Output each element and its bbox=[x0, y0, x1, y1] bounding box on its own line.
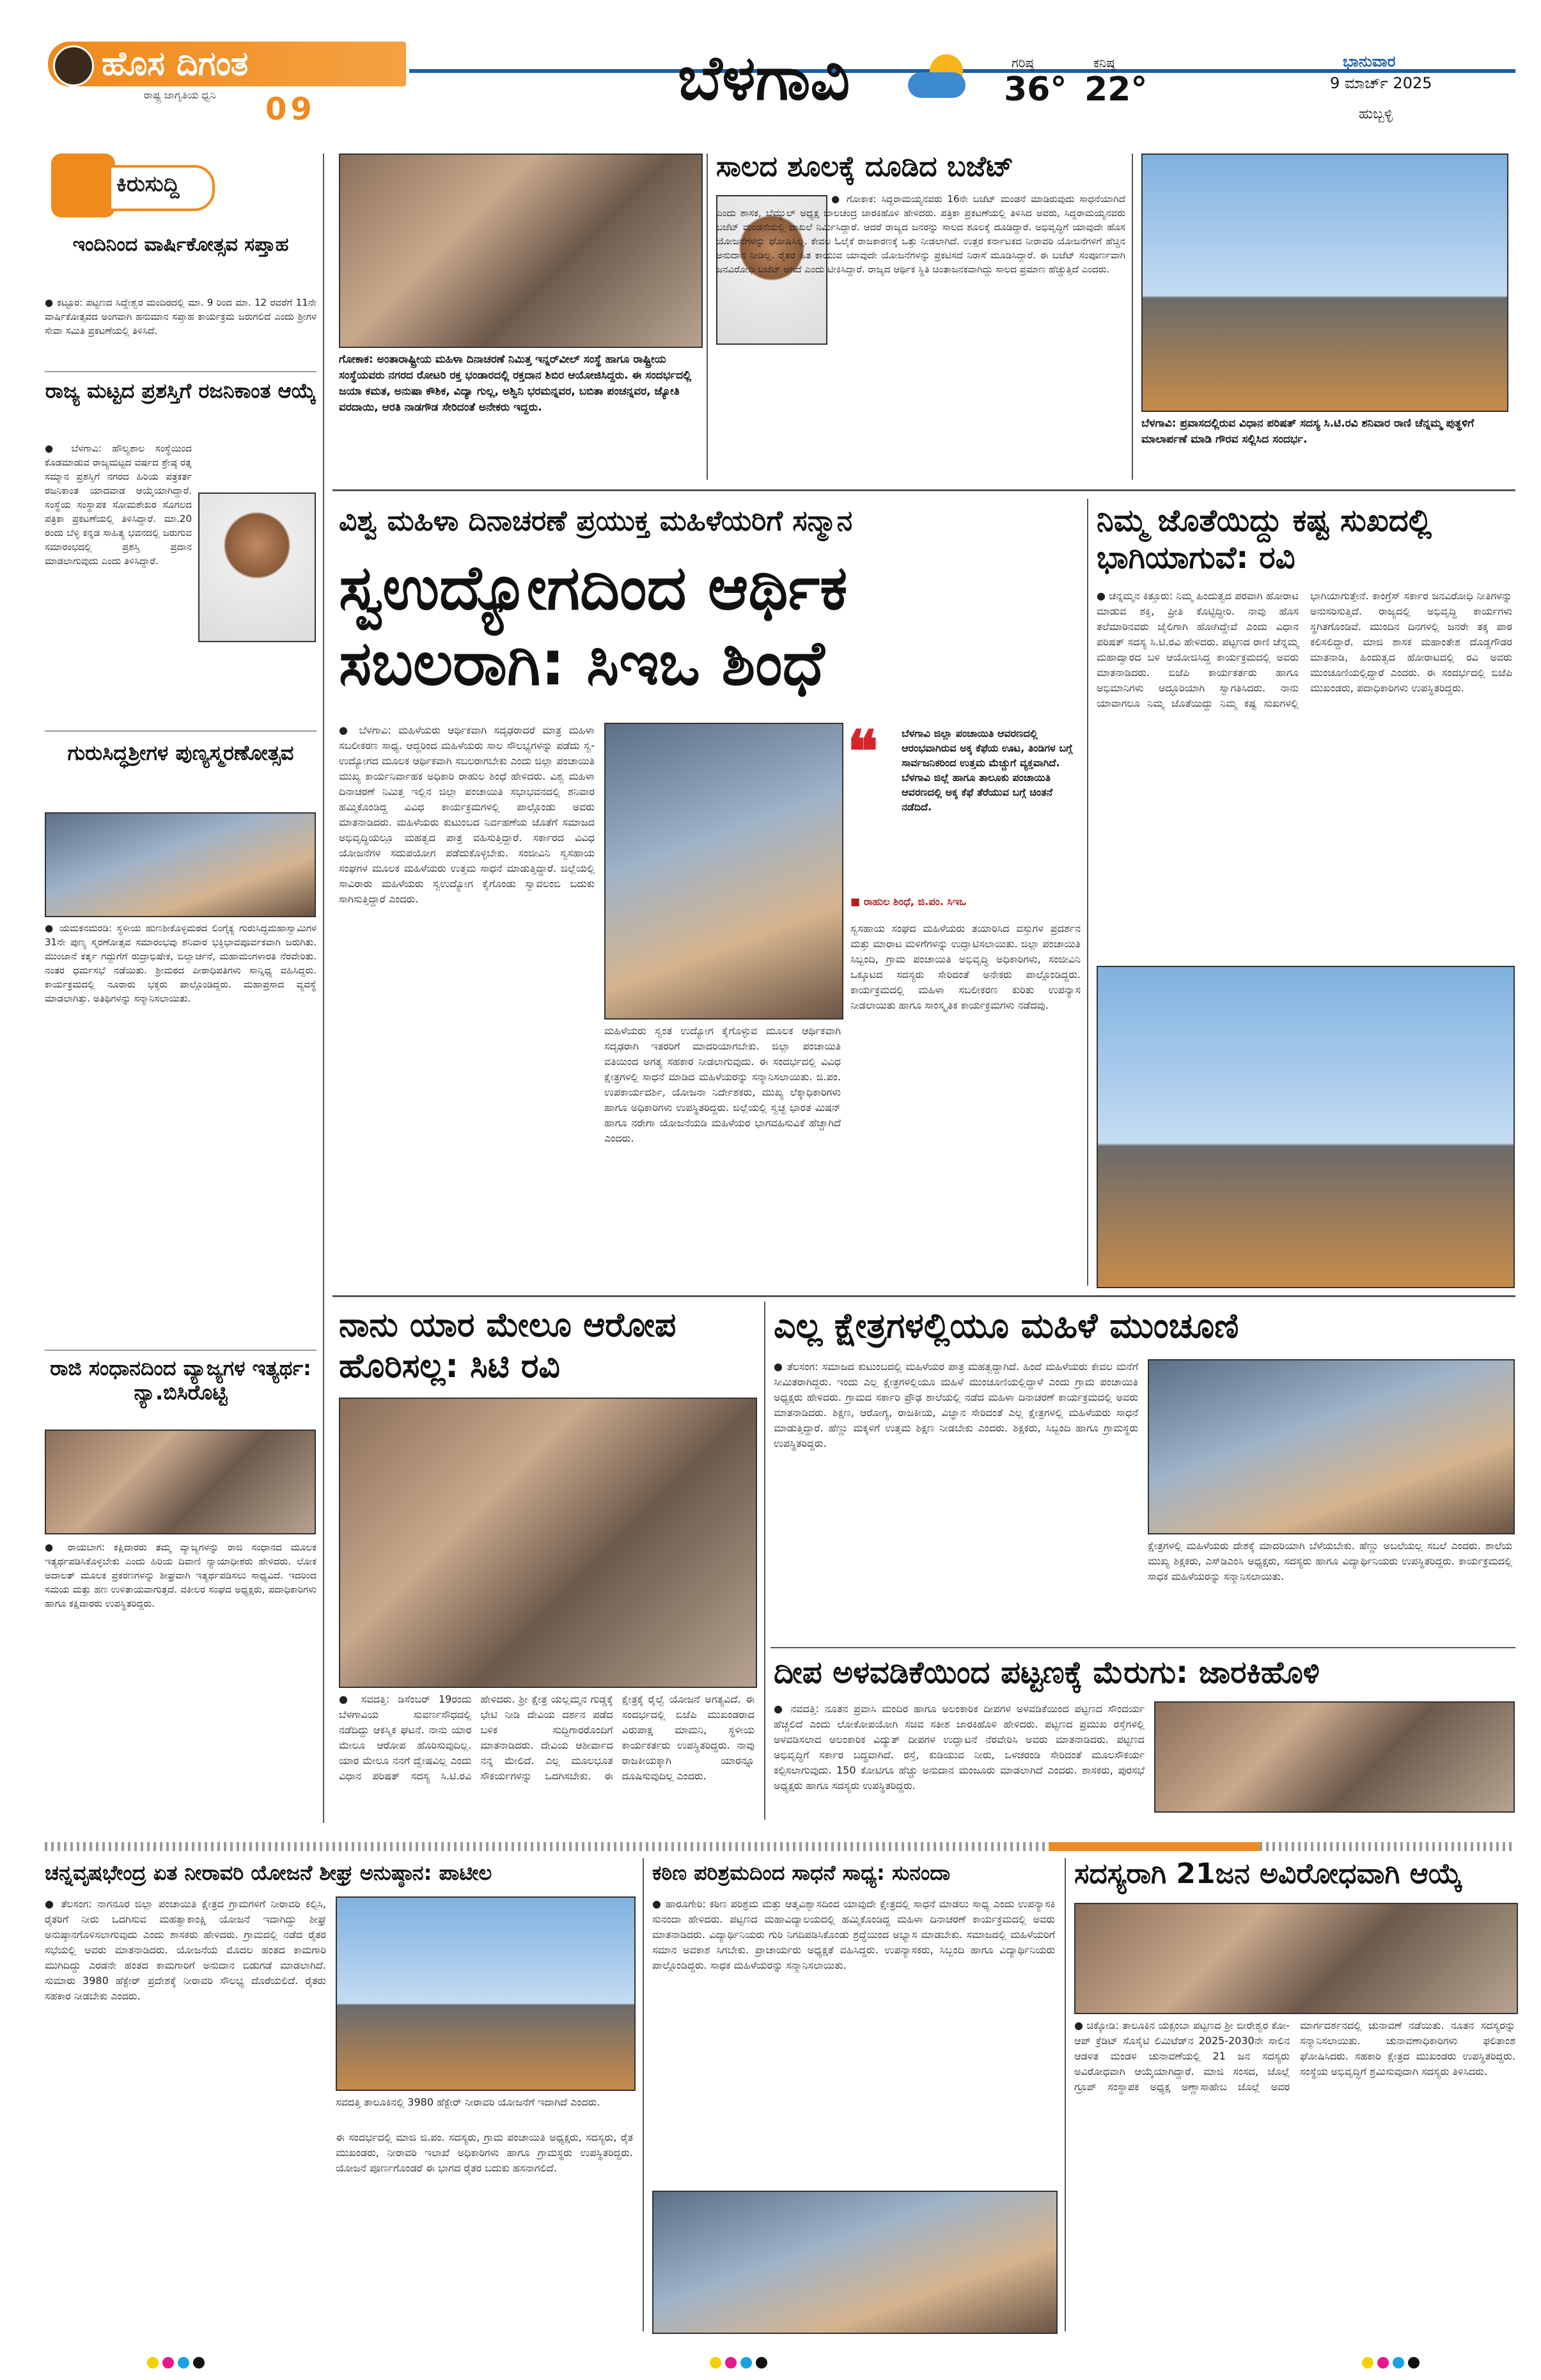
logo-tagline: ರಾಷ್ಟ್ರ ಜಾಗೃತಿಯ ಧ್ವನಿ bbox=[144, 89, 216, 101]
irrigation-body: ● ತೆಲಸಂಗ: ನಾಗನೂರ ಜಿಲ್ಲಾ ಪಂಚಾಯಿತಿ ಕ್ಷೇತ್ರದ ಗ್ರಾಮಗಳಿಗೆ ನೀರಾವರಿ ಕಲ್ಪಿಸಿ, ರೈತರಿಗೆ ನೀರು ಒದಗಿಸುವ ಮಹತ್ವಾಕಾಂಕ್ಷಿ ಯೋಜನೆ ಇದಾಗಿದ್ದು ಶೀಘ್ರ ಅನುಷ್ಠಾನಗೊಳಿಸಲಾಗುವುದು ಎಂದು ಶಾಸಕರು ಹೇಳಿದರು. ಗ್ರಾಮದಲ್ಲಿ ನಡೆದ ರೈತರ ಸಭೆಯಲ್ಲಿ ಅವರು ಮಾತನಾಡಿದರು. ಯೋಜನೆಯ ಮೊದಲ ಹಂತದ ಕಾಮಗಾರಿ ಮುಗಿದಿದ್ದು ಎರಡನೇ ಹಂತದ ಕಾಮಗಾರಿಗೆ ಅನುದಾನ ಬಿಡುಗಡೆ ಮಾಡಲಾಗಿದೆ. ಸುಮಾರು 3980 ಹೆಕ್ಟೇರ್ ಪ್ರದೇಶಕ್ಕೆ ನೀರಾವರಿ ಸೌಲಭ್ಯ ದೊರೆಯಲಿದೆ. ರೈತರು ಸಹಕಾರ ನೀಡಬೇಕು ಎಂದರು. bbox=[45, 1898, 326, 2002]
quote-mark-icon: ❝ bbox=[847, 718, 879, 785]
min-temp-label: ಕನಿಷ್ಠ bbox=[1093, 55, 1115, 70]
noblame-body: ● ಸವದತ್ತಿ: ಡಿಸೆಂಬರ್ 19ರಂದು ಬೆಳಗಾವಿಯ ಸುವರ್ಣಸೌಧದಲ್ಲಿ ನಡೆದಿದ್ದು ಆಕಸ್ಮಿಕ ಘಟನೆ. ನಾನು ಯಾರ ಮೇಲೂ ಆರೋಪ ಹೊರಿಸುವುದಿಲ್ಲ. ಯಾರ ಮೇಲೂ ನನಗೆ ದ್ವೇಷವಿಲ್ಲ ಎಂದು ವಿಧಾನ ಪರಿಷತ್ ಸದಸ್ಯ ಸಿ.ಟಿ.ರವಿ ಹೇಳಿದರು. ಶ್ರೀ ಕ್ಷೇತ್ರ ಯಲ್ಲಮ್ಮನ ಗುಡ್ಡಕ್ಕೆ ಭೇಟಿ ನೀಡಿ ದೇವಿಯ ದರ್ಶನ ಪಡೆದ ಬಳಿಕ ಸುದ್ದಿಗಾರರೊಂದಿಗೆ ಮಾತನಾಡಿದರು. ದೇವಿಯ ಆಶೀರ್ವಾದ ನನ್ನ ಮೇಲಿದೆ. ಎಲ್ಲ ಮೂಲಭೂತ ಸೌಕರ್ಯಗಳನ್ನು ಒದಗಿಸಬೇಕು. ಈ ಕ್ಷೇತ್ರಕ್ಕೆ ರೈಲ್ವೆ ಯೋಜನೆ ಅಗತ್ಯವಿದೆ. ಈ ಸಂದರ್ಭದಲ್ಲಿ ಬಿಜೆಪಿ ಮುಖಂಡರಾದ ವಿರುಪಾಕ್ಷ ಮಾಮನಿ, ಸ್ಥಳೀಯ ಕಾರ್ಯಕರ್ತರು ಉಪಸ್ಥಿತರಿದ್ದರು. ನಾವು ರಾಜಕೀಯಕ್ಕಾಗಿ ಯಾರನ್ನೂ ದೂಷಿಸುವುದಿಲ್ಲ ಎಂದರು. bbox=[339, 1693, 755, 1782]
masthead bbox=[0, 0, 1541, 134]
brief-2-headline: ರಾಜ್ಯ ಮಟ್ಟದ ಪ್ರಶಸ್ತಿಗೆ ರಜನಿಕಾಂತ ಆಯ್ಕೆ bbox=[45, 379, 317, 403]
budget-body: ● ಗೋಕಾಕ: ಸಿದ್ದರಾಮಯ್ಯನವರು 16ನೇ ಬಜೆಟ್ ಮಂಡನೆ ಮಾಡಿರುವುದು ಸಾಧನೆಯಾಗಿದೆ ಎಂದು ಶಾಸಕ, ಬೆಮ್ಯುಲ್ ಅಧ್ಯಕ್ಷ ಬಾಲಚಂದ್ರ ಜಾರಕಿಹೊಳಿ ಹೇಳಿದರು. ಪತ್ರಿಕಾ ಪ್ರಕಟಣೆಯಲ್ಲಿ ತಿಳಿಸಿದ ಅವರು, ಸಿದ್ದರಾಮಯ್ಯನವರು ಬಜೆಟ್ ಮಂಡನೆಯಲ್ಲಿ ದಾಖಲೆ ನಿರ್ಮಿಸಿದ್ದಾರೆ. ಆದರೆ ರಾಜ್ಯದ ಜನರನ್ನು ಸಾಲದ ಶೂಲಕ್ಕೆ ದೂಡಿದ್ದಾರೆ. ಅಭಿವೃದ್ಧಿಗೆ ಯಾವುದೇ ಹೊಸ ಯೋಜನೆಗಳನ್ನು ಘೋಷಿಸಿಲ್ಲ. ಕೇವಲ ಓಲೈಕೆ ರಾಜಕಾರಣಕ್ಕೆ ಒತ್ತು ನೀಡಲಾಗಿದೆ. ಉತ್ತರ ಕರ್ನಾಟಕದ ನೀರಾವರಿ ಯೋಜನೆಗಳಿಗೆ ಹೆಚ್ಚಿನ ಅನುದಾನ ನೀಡಿಲ್ಲ. ರೈತರ ಹಿತ ಕಾಯುವ ಯಾವುದೇ ಯೋಜನೆಗಳನ್ನು ಪ್ರಕಟಿಸದೆ ನಿರಾಸೆ ಮೂಡಿಸಿದ್ದಾರೆ. ಈ ಬಜೆಟ್ ಸಂಪೂರ್ಣವಾಗಿ ಜನವಿರೋಧಿ ಬಜೆಟ್ ಆಗಿದೆ ಎಂದು ಟೀಕಿಸಿದ್ದಾರೆ. ರಾಜ್ಯದ ಆರ್ಥಿಕ ಸ್ಥಿತಿ ಚಿಂತಾಜನಕವಾಗಿದ್ದು ಸಾಲದ ಪ್ರಮಾಣ ಹೆಚ್ಚುತ್ತಿದೆ ಎಂದರು. bbox=[716, 193, 1125, 275]
irrigation-photo-caption: ಸವದತ್ತಿ ತಾಲೂಕಿನಲ್ಲಿ 3980 ಹೆಕ್ಟೇರ್ ನೀರಾವರಿ ಯೋಜನೆಗೆ ಇದಾಗಿದೆ ಎಂದರು. bbox=[336, 2096, 600, 2108]
briefs-column bbox=[45, 154, 317, 1823]
registration-marks-right bbox=[1362, 2357, 1423, 2371]
brief-1-body: ● ಕಟ್ಟೂರ: ಪಟ್ಟಣದ ಸಿದ್ದೇಶ್ವರ ಮಂದಿರದಲ್ಲಿ ಮಾ. 9 ರಿಂದ ಮಾ. 12 ರವರೆಗೆ 11ನೇ ವಾರ್ಷಿಕೋತ್ಸವದ ಅಂಗವಾಗಿ ಹನುಮಾನ ಸಪ್ತಾಹ ಕಾರ್ಯಕ್ರಮ ಜರುಗಲಿದೆ ಎಂದು ಶ್ರೀಗಳ ಸೇವಾ ಸಮಿತಿ ಪ್ರಕಟಣೆಯಲ್ಲಿ ತಿಳಿಸಿದೆ. bbox=[45, 297, 317, 336]
section-divider bbox=[45, 1842, 1515, 1851]
brief-2-body: ● ಬೆಳಗಾವಿ: ಹೌಲ್ಯಶಾಲ ಸಂಸ್ಥೆಯಿಂದ ಕೊಡಮಾಡುವ ರಾಜ್ಯಮಟ್ಟದ ವರ್ಷದ ಶ್ರೇಷ್ಠ ರತ್ನ ಸಮ್ಮಾನ ಪ್ರಶಸ್ತಿಗೆ ನಗರದ ಹಿರಿಯ ಪತ್ರಕರ್ತ ರಜನಿಕಾಂತ ಯಾದವಾಡ ಆಯ್ಕೆಯಾಗಿದ್ದಾರೆ. ಸಂಸ್ಥೆಯ ಸಂಸ್ಥಾಪಕ ಸೋಮಶೇಖರ ಸೊಗಲದ ಪತ್ರಿಕಾ ಪ್ರಕಟಣೆಯಲ್ಲಿ ತಿಳಿಸಿದ್ದಾರೆ. ಮಾ.20 ರಂದು ಬೆಳ್ಳಿ ಕನ್ನಡ ಸಾಹಿತ್ಯ ಭವನದಲ್ಲಿ ಜರುಗುವ ಸಮಾರಂಭದಲ್ಲಿ ಪ್ರಶಸ್ತಿ ಪ್ರದಾನ ಮಾಡಲಾಗುವುದು ಎಂದು ತಿಳಿಸಿದ್ದಾರೆ. bbox=[45, 443, 192, 567]
lead-body-3: ಸ್ವಸಹಾಯ ಸಂಘದ ಮಹಿಳೆಯರು ತಯಾರಿಸಿದ ವಸ್ತುಗಳ ಪ್ರದರ್ಶನ ಮತ್ತು ಮಾರಾಟ ಮಳಿಗೆಗಳನ್ನು ಉದ್ಘಾಟಿಸಲಾಯಿತು. ಜಿಲ್ಲಾ ಪಂಚಾಯಿತಿ ಸಿಬ್ಬಂದಿ, ಗ್ರಾಮ ಪಂಚಾಯಿತಿ ಅಭಿವೃದ್ಧಿ ಅಧಿಕಾರಿಗಳು, ಸಂಜೀವಿನಿ ಒಕ್ಕೂಟದ ಸದಸ್ಯರು ಸೇರಿದಂತೆ ಅನೇಕರು ಪಾಲ್ಗೊಂಡಿದ್ದರು. ಕಾರ್ಯಕ್ರಮದಲ್ಲಿ ಮಹಿಳಾ ಸಬಲೀಕರಣ ಕುರಿತು ಉಪನ್ಯಾಸ ನೀಡಲಾಯಿತು ಹಾಗೂ ಸಾಂಸ್ಕೃತಿಕ ಕಾರ್ಯಕ್ರಮಗಳು ನಡೆದವು. bbox=[850, 922, 1081, 1011]
brief-4-photo bbox=[45, 1430, 316, 1534]
weather-cloud-icon bbox=[908, 54, 969, 99]
women-photo-caption: ಕ್ಷೇತ್ರಗಳಲ್ಲಿ ಮಹಿಳೆಯರು ದೇಶಕ್ಕೆ ಮಾದರಿಯಾಗಿ ಬೆಳೆಯಬೇಕು. ಹೆಣ್ಣು ಅಬಲೆಯಲ್ಲ ಸಬಲೆ ಎಂದರು. ಶಾಲೆಯ ಮುಖ್ಯ ಶಿಕ್ಷಕರು, ಎಸ್‌ಡಿಎಂಸಿ ಅಧ್ಯಕ್ಷರು, ಸದಸ್ಯರು ಹಾಗೂ ವಿದ್ಯಾರ್ಥಿನಿಯರು ಉಪಸ್ಥಿತರಿದ್ದರು. ಕಾರ್ಯಕ್ರಮದಲ್ಲಿ ಸಾಧಕ ಮಹಿಳೆಯರನ್ನು ಸನ್ಮಾನಿಸಲಾಯಿತು. bbox=[1148, 1540, 1512, 1582]
unopposed-photo bbox=[1074, 1903, 1518, 2014]
irrigation-body-2: ಈ ಸಂದರ್ಭದಲ್ಲಿ ಮಾಜಿ ಜಿ.ಪಂ. ಸದಸ್ಯರು, ಗ್ರಾಮ ಪಂಚಾಯಿತಿ ಅಧ್ಯಕ್ಷರು, ಸದಸ್ಯರು, ರೈತ ಮುಖಂಡರು, ನೀರಾವರಿ ಇಲಾಖೆ ಅಧಿಕಾರಿಗಳು ಹಾಗೂ ಗ್ರಾಮಸ್ಥರು ಉಪಸ್ಥಿತರಿದ್ದರು. ಯೋಜನೆ ಪೂರ್ಣಗೊಂಡರೆ ಈ ಭಾಗದ ರೈತರ ಬದುಕು ಹಸನಾಗಲಿದೆ. bbox=[336, 2131, 633, 2174]
brief-4-headline: ರಾಜಿ ಸಂಧಾನದಿಂದ ವ್ಯಾಜ್ಯಗಳ ಇತ್ಯರ್ಥ: ನ್ಯಾ.ಬಿಸಿರೊಟ್ಟಿ bbox=[50, 1356, 311, 1405]
hardwork-body: ● ಹಾರೂಗೇರಿ: ಕಠಿಣ ಪರಿಶ್ರಮ ಮತ್ತು ಆತ್ಮವಿಶ್ವಾಸದಿಂದ ಯಾವುದೇ ಕ್ಷೇತ್ರದಲ್ಲಿ ಸಾಧನೆ ಮಾಡಲು ಸಾಧ್ಯ ಎಂದು ಉಪನ್ಯಾಸಕಿ ಸುನಂದಾ ಹೇಳಿದರು. ಪಟ್ಟಣದ ಮಹಾವಿದ್ಯಾಲಯದಲ್ಲಿ ಹಮ್ಮಿಕೊಂಡಿದ್ದ ಮಹಿಳಾ ದಿನಾಚರಣೆ ಕಾರ್ಯಕ್ರಮದಲ್ಲಿ ಅವರು ಮಾತನಾಡಿದರು. ವಿದ್ಯಾರ್ಥಿನಿಯರು ಗುರಿ ನಿಗದಿಪಡಿಸಿಕೊಂಡು ಶ್ರದ್ಧೆಯಿಂದ ಅಭ್ಯಾಸ ಮಾಡಬೇಕು. ಸಮಾಜದಲ್ಲಿ ಮಹಿಳೆಯರಿಗೆ ಸಮಾನ ಅವಕಾಶ ಸಿಗಬೇಕು. ಪ್ರಾಚಾರ್ಯರು ಅಧ್ಯಕ್ಷತೆ ವಹಿಸಿದ್ದರು. ಉಪನ್ಯಾಸಕರು, ಸಿಬ್ಬಂದಿ ಹಾಗೂ ವಿದ್ಯಾರ್ಥಿನಿಯರು ಪಾಲ್ಗೊಂಡಿದ್ದರು. ಸಾಧಕ ಮಹಿಳೆಯರನ್ನು ಸನ್ಮಾನಿಸಲಾಯಿತು. bbox=[652, 1898, 1055, 1971]
max-temp-label: ಗರಿಷ್ಠ bbox=[1012, 55, 1034, 70]
hardwork-headline: ಕಠಿಣ ಪರಿಶ್ರಮದಿಂದ ಸಾಧನೆ ಸಾಧ್ಯ: ಸುನಂದಾ bbox=[652, 1861, 951, 1885]
lead-quote: ಬೆಳಗಾವಿ ಜಿಲ್ಲಾ ಪಂಚಾಯಿತಿ ಆವರಣದಲ್ಲಿ ಆರಂಭವಾಗಿರುವ ಅಕ್ಕ ಕೆಫೆಯ ಊಟ, ತಿಂಡಿಗಳ ಬಗ್ಗೆ ಸಾರ್ವಜನಿಕರಿಂದ ಉತ್ತಮ ಮೆಚ್ಚುಗೆ ವ್ಯಕ್ತವಾಗಿದೆ. ಬೆಳಗಾವಿ ಜಿಲ್ಲೆ ಹಾಗೂ ತಾಲೂಕು ಪಂಚಾಯಿತಿ ಆವರಣದಲ್ಲಿ ಅಕ್ಕ ಕೆಫೆ ತೆರೆಯುವ ಬಗ್ಗೆ ಚಿಂತನೆ ನಡೆದಿದೆ. bbox=[902, 727, 1073, 813]
deepa-photo bbox=[1154, 1701, 1515, 1813]
city-name: ಬೆಳಗಾವಿ bbox=[678, 42, 850, 114]
women-body: ● ತೆಲಸಂಗ: ಸಮಾಜದ ಕುಟುಂಬದಲ್ಲಿ ಮಹಿಳೆಯರ ಪಾತ್ರ ಮಹತ್ವದ್ದಾಗಿದೆ. ಹಿಂದೆ ಮಹಿಳೆಯರು ಕೇವಲ ಮನೆಗೆ ಸೀಮಿತರಾಗಿದ್ದರು. ಇಂದು ಎಲ್ಲ ಕ್ಷೇತ್ರಗಳಲ್ಲಿಯೂ ಮಹಿಳೆ ಮುಂಚೂಣಿಯಲ್ಲಿದ್ದಾಳೆ ಎಂದು ಗ್ರಾಮ ಪಂಚಾಯಿತಿ ಅಧ್ಯಕ್ಷರು ಹೇಳಿದರು. ಗ್ರಾಮದ ಸರ್ಕಾರಿ ಪ್ರೌಢ ಶಾಲೆಯಲ್ಲಿ ನಡೆದ ಮಹಿಳಾ ದಿನಾಚರಣೆ ಕಾರ್ಯಕ್ರಮದಲ್ಲಿ ಅವರು ಮಾತನಾಡಿದರು. ಶಿಕ್ಷಣ, ಆರೋಗ್ಯ, ರಾಜಕೀಯ, ವಿಜ್ಞಾನ ಸೇರಿದಂತೆ ಎಲ್ಲ ಕ್ಷೇತ್ರಗಳಲ್ಲಿ ಮಹಿಳೆಯರು ಸಾಧನೆ ಮಾಡುತ್ತಿದ್ದಾರೆ. ಹೆಣ್ಣು ಮಕ್ಕಳಿಗೆ ಉತ್ತಮ ಶಿಕ್ಷಣ ನೀಡಬೇಕು ಎಂದರು. ಶಿಕ್ಷಕರು, ಸಿಬ್ಬಂದಿ ಹಾಗೂ ಗ್ರಾಮಸ್ಥರು ಉಪಸ್ಥಿತರಿದ್ದರು. bbox=[774, 1360, 1138, 1449]
deepa-body: ● ನವದತ್ತಿ: ನೂತನ ಪ್ರವಾಸಿ ಮಂದಿರ ಹಾಗೂ ಅಲಂಕಾರಿಕ ದೀಪಗಳ ಅಳವಡಿಕೆಯಿಂದ ಪಟ್ಟಣದ ಸೌಂದರ್ಯ ಹೆಚ್ಚಲಿದೆ ಎಂದು ಲೋಕೋಪಯೋಗಿ ಸಚಿವ ಸತೀಶ ಜಾರಕಿಹೊಳಿ ಹೇಳಿದರು. ಪಟ್ಟಣದ ಪ್ರಮುಖ ರಸ್ತೆಗಳಲ್ಲಿ ಅಳವಡಿಸಲಾದ ಅಲಂಕಾರಿಕ ವಿದ್ಯುತ್ ದೀಪಗಳ ಉದ್ಘಾಟನೆ ನೆರವೇರಿಸಿ ಅವರು ಮಾತನಾಡಿದರು. ಪಟ್ಟಣದ ಅಭಿವೃದ್ಧಿಗೆ ಸರ್ಕಾರ ಬದ್ಧವಾಗಿದೆ. ರಸ್ತೆ, ಕುಡಿಯುವ ನೀರು, ಒಳಚರಂಡಿ ಸೇರಿದಂತೆ ಮೂಲಸೌಕರ್ಯ ಕಲ್ಪಿಸಲಾಗುವುದು. 150 ಕೋಟಿಗೂ ಹೆಚ್ಚು ಅನುದಾನ ಮಂಜೂರು ಮಾಡಲಾಗಿದೆ ಎಂದರು. ಶಾಸಕರು, ಪುರಸಭೆ ಅಧ್ಯಕ್ಷರು ಹಾಗೂ ಸದಸ್ಯರು ಉಪಸ್ಥಿತರಿದ್ದರು. bbox=[774, 1703, 1145, 1792]
top-photo-blood-donation bbox=[339, 154, 703, 348]
registration-marks-left bbox=[147, 2357, 208, 2371]
brief-4-body: ● ರಾಯಬಾಗ: ಕಕ್ಷಿದಾರರು ತಮ್ಮ ವ್ಯಾಜ್ಯಗಳನ್ನು ರಾಜಿ ಸಂಧಾನದ ಮೂಲಕ ಇತ್ಯರ್ಥಪಡಿಸಿಕೊಳ್ಳಬೇಕು ಎಂದು ಹಿರಿಯ ದಿವಾಣಿ ನ್ಯಾಯಾಧೀಶರು ಹೇಳಿದರು. ಲೋಕ ಅದಾಲತ್ ಮೂಲಕ ಪ್ರಕರಣಗಳನ್ನು ಶೀಘ್ರವಾಗಿ ಇತ್ಯರ್ಥಪಡಿಸಲು ಸಾಧ್ಯವಿದೆ. ಇದರಿಂದ ಸಮಯ ಮತ್ತು ಹಣ ಉಳಿತಾಯವಾಗುತ್ತದೆ. ವಕೀಲರ ಸಂಘದ ಅಧ್ಯಕ್ಷರು, ಪದಾಧಿಕಾರಿಗಳು ಹಾಗೂ ಕಕ್ಷಿದಾರರು ಉಪಸ್ಥಿತರಿದ್ದರು. bbox=[45, 1541, 317, 1609]
edition-name: ಹುಬ್ಬಳ್ಳಿ bbox=[1359, 106, 1393, 122]
brief-2-photo bbox=[198, 493, 316, 642]
brief-3-headline: ಗುರುಸಿದ್ಧಶ್ರೀಗಳ ಪುಣ್ಯಸ್ಮರಣೋತ್ಸವ bbox=[67, 741, 294, 765]
lead-quote-author: ■ ರಾಹುಲ ಶಿಂಧೆ, ಜಿ.ಪಂ. ಸಿಇಒ bbox=[850, 895, 966, 908]
briefs-section-header bbox=[51, 154, 211, 224]
unopposed-headline: ಸದಸ್ಯರಾಗಿ 21ಜನ ಅವಿರೋಧವಾಗಿ ಆಯ್ಕೆ bbox=[1074, 1857, 1462, 1890]
issue-day: ಭಾನುವಾರ bbox=[1343, 52, 1396, 70]
lead-body-1: ● ಬೆಳಗಾವಿ: ಮಹಿಳೆಯರು ಆರ್ಥಿಕವಾಗಿ ಸದೃಢರಾದರೆ ಮಾತ್ರ ಮಹಿಳಾ ಸಬಲೀಕರಣ ಸಾಧ್ಯ. ಆದ್ದರಿಂದ ಮಹಿಳೆಯರು ಸಾಲ ಸೌಲಭ್ಯಗಳನ್ನು ಪಡೆದು ಸ್ವ-ಉದ್ಯೋಗದ ಮೂಲಕ ಆರ್ಥಿಕವಾಗಿ ಸಬಲರಾಗಬೇಕು ಎಂದು ಜಿಲ್ಲಾ ಪಂಚಾಯಿತಿ ಮುಖ್ಯ ಕಾರ್ಯನಿರ್ವಾಹಕ ಅಧಿಕಾರಿ ರಾಹುಲ ಶಿಂಧೆ ಹೇಳಿದರು. ವಿಶ್ವ ಮಹಿಳಾ ದಿನಾಚರಣೆ ನಿಮಿತ್ತ ಇಲ್ಲಿನ ಜಿಲ್ಲಾ ಪಂಚಾಯಿತಿ ಸಭಾಭವನದಲ್ಲಿ ಶನಿವಾರ ಹಮ್ಮಿಕೊಂಡಿದ್ದ ವಿವಿಧ ಕಾರ್ಯಕ್ರಮಗಳಲ್ಲಿ ಪಾಲ್ಗೊಂಡು ಅವರು ಮಾತನಾಡಿದರು. ಮಹಿಳೆಯರು ಕುಟುಂಬದ ನಿರ್ವಹಣೆಯ ಜೊತೆಗೆ ಸಮಾಜದ ಅಭಿವೃದ್ಧಿಯಲ್ಲೂ ಮಹತ್ವದ ಪಾತ್ರ ವಹಿಸುತ್ತಿದ್ದಾರೆ. ಸರ್ಕಾರದ ವಿವಿಧ ಯೋಜನೆಗಳ ಸದುಪಯೋಗ ಪಡೆದುಕೊಳ್ಳಬೇಕು. ಸಂಜೀವಿನಿ ಸ್ವಸಹಾಯ ಸಂಘಗಳ ಮೂಲಕ ಮಹಿಳೆಯರು ಉತ್ತಮ ಸಾಧನೆ ಮಾಡುತ್ತಿದ್ದಾರೆ. ಜಿಲ್ಲೆಯಲ್ಲಿ ಸಾವಿರಾರು ಮಹಿಳೆಯರು ಸ್ವಉದ್ಯೋಗ ಕೈಗೊಂಡು ಸ್ವಾವಲಂಬಿ ಬದುಕು ಸಾಗಿಸುತ್ತಿದ್ದಾರೆ ಎಂದರು. bbox=[339, 724, 595, 905]
lead-body-2: ಮಹಿಳೆಯರು ಸ್ವಂತ ಉದ್ಯೋಗ ಕೈಗೊಳ್ಳುವ ಮೂಲಕ ಆರ್ಥಿಕವಾಗಿ ಸದೃಢರಾಗಿ ಇತರರಿಗೆ ಮಾದರಿಯಾಗಬೇಕು. ಜಿಲ್ಲಾ ಪಂಚಾಯಿತಿ ವತಿಯಿಂದ ಅಗತ್ಯ ಸಹಕಾರ ನೀಡಲಾಗುವುದು. ಈ ಸಂದರ್ಭದಲ್ಲಿ ವಿವಿಧ ಕ್ಷೇತ್ರಗಳಲ್ಲಿ ಸಾಧನೆ ಮಾಡಿದ ಮಹಿಳೆಯರನ್ನು ಸನ್ಮಾನಿಸಲಾಯಿತು. ಜಿ.ಪಂ. ಉಪಕಾರ್ಯದರ್ಶಿ, ಯೋಜನಾ ನಿರ್ದೇಶಕರು, ಮುಖ್ಯ ಲೆಕ್ಕಾಧಿಕಾರಿಗಳು ಹಾಗೂ ಅಧಿಕಾರಿಗಳು ಉಪಸ್ಥಿತರಿದ್ದರು. ಜಿಲ್ಲೆಯಲ್ಲಿ ಸ್ವಚ್ಛ ಭಾರತ ಮಿಷನ್ ಹಾಗೂ ನರೇಗಾ ಯೋಜನೆಯಡಿ ಮಹಿಳೆಯರ ಭಾಗವಹಿಸುವಿಕೆ ಹೆಚ್ಚಾಗಿದೆ ಎಂದರು. bbox=[604, 1025, 841, 1144]
logo-block[interactable] bbox=[48, 42, 406, 125]
logo-text: ಹೊಸ ದಿಗಂತ bbox=[102, 45, 249, 83]
hand-icon bbox=[51, 154, 115, 217]
women-photo bbox=[1148, 1359, 1515, 1534]
top-photo-caption: ಗೋಕಾಕ: ಅಂತಾರಾಷ್ಟ್ರೀಯ ಮಹಿಳಾ ದಿನಾಚರಣೆ ನಿಮಿತ್ತ ಇನ್ನರ್‌ವೀಲ್ ಸಂಸ್ಥೆ ಹಾಗೂ ರಾಷ್ಟ್ರೀಯ ಸಂಸ್ಥೆಯವರು ನಗರದ ರೋಟರಿ ರಕ್ತ ಭಂಡಾರದಲ್ಲಿ ರಕ್ತದಾನ ಶಿಬಿರ ಆಯೋಜಿಸಿದ್ದರು. ಈ ಸಂದರ್ಭದಲ್ಲಿ ಜಯಾ ಕಮತ, ಅನುಷಾ ಕೌಶಿಕ, ವಿದ್ಯಾ ಗುಲ್ಲ, ಅಶ್ವಿನಿ ಭರಮನ್ನವರ, ಬಬಿತಾ ಪಂಚನ್ನವರ, ಜ್ಯೋತಿ ವರದಾಯಿ, ಆರತಿ ನಾಡಗೌಡ ಸೇರಿದಂತೆ ಅನೇಕರು ಇದ್ದರು. bbox=[339, 353, 692, 414]
unopposed-body: ● ಚಿಕ್ಕೋಡಿ: ತಾಲೂಕಿನ ಯಕ್ಸಂಬಾ ಪಟ್ಟಣದ ಶ್ರೀ ಬೀರೇಶ್ವರ ಕೋ-ಆಪ್ ಕ್ರೆಡಿಟ್ ಸೊಸೈಟಿ ಲಿಮಿಟೆಡ್‌ನ 2025-2030ನೇ ಸಾಲಿನ ಆಡಳಿತ ಮಂಡಳಿ ಚುನಾವಣೆಯಲ್ಲಿ 21 ಜನ ಸದಸ್ಯರು ಅವಿರೋಧವಾಗಿ ಆಯ್ಕೆಯಾಗಿದ್ದಾರೆ. ಮಾಜಿ ಸಂಸದ, ಜೊಲ್ಲೆ ಗ್ರೂಪ್ ಸಂಸ್ಥಾಪಕ ಅಧ್ಯಕ್ಷ ಅಣ್ಣಾಸಾಹೇಬ ಜೊಲ್ಲೆ ಅವರ ಮಾರ್ಗದರ್ಶನದಲ್ಲಿ ಚುನಾವಣೆ ನಡೆಯಿತು. ನೂತನ ಸದಸ್ಯರನ್ನು ಸನ್ಮಾನಿಸಲಾಯಿತು. ಚುನಾವಣಾಧಿಕಾರಿಗಳು ಫಲಿತಾಂಶ ಘೋಷಿಸಿದರು. ಸಹಕಾರಿ ಕ್ಷೇತ್ರದ ಮುಖಂಡರು ಉಪಸ್ಥಿತರಿದ್ದರು. ಸಂಸ್ಥೆಯ ಅಭಿವೃದ್ಧಿಗೆ ಶ್ರಮಿಸುವುದಾಗಿ ಸದಸ್ಯರು ತಿಳಿಸಿದರು. bbox=[1074, 2019, 1515, 2093]
irrigation-headline: ಚನ್ನವೃಷಭೇಂದ್ರ ಏತ ನೀರಾವರಿ ಯೋಜನೆ ಶೀಘ್ರ ಅನುಷ್ಠಾನ: ಪಾಟೀಲ bbox=[45, 1861, 492, 1885]
ravi-photo bbox=[1097, 966, 1515, 1288]
budget-headline: ಸಾಲದ ಶೂಲಕ್ಕೆ ದೂಡಿದ ಬಜೆಟ್ bbox=[716, 150, 1014, 183]
brief-3-body: ● ಯಮಕನಮರಡಿ: ಸ್ಥಳೀಯ ಹುಣಶೀಕೊಳ್ಳಮಠದ ಲಿಂಗೈಕ್ಯ ಗುರುಸಿದ್ಧಮಹಾಸ್ವಾಮಿಗಳ 31ನೇ ಪುಣ್ಯ ಸ್ಮರಣೋತ್ಸವ ಸಮಾರಂಭವು ಶನಿವಾರ ಭಕ್ತಿಭಾವಪೂರ್ವಕವಾಗಿ ಜರುಗಿತು. ಮುಂಜಾನೆ ಕರ್ತೃ ಗದ್ದುಗೆಗೆ ರುದ್ರಾಭಿಷೇಕ, ಬಿಲ್ವಾರ್ಚನೆ, ಮಹಾಮಂಗಳಾರತಿ ನೆರವೇರಿತು. ನಂತರ ಧರ್ಮಸಭೆ ನಡೆಯಿತು. ಶ್ರೀಮಠದ ಪೀಠಾಧಿಪತಿಗಳು ಸಾನ್ನಿಧ್ಯ ವಹಿಸಿದ್ದರು. ಕಾರ್ಯಕ್ರಮದಲ್ಲಿ ನೂರಾರು ಭಕ್ತರು ಪಾಲ್ಗೊಂಡಿದ್ದರು. ಮಹಾಪ್ರಸಾದ ವ್ಯವಸ್ಥೆ ಮಾಡಲಾಗಿತ್ತು. ಅತಿಥಿಗಳನ್ನು ಸನ್ಮಾನಿಸಲಾಯಿತು. bbox=[45, 922, 317, 1004]
lead-headline: ಸ್ವಉದ್ಯೋಗದಿಂದ ಆರ್ಥಿಕ ಸಬಲರಾಗಿ: ಸಿಇಒ ಶಿಂಧೆ bbox=[339, 552, 848, 699]
issue-date: 9 ಮಾರ್ಚ್ 2025 bbox=[1330, 74, 1432, 92]
brief-3-photo bbox=[45, 812, 316, 917]
statue-photo bbox=[1141, 154, 1508, 412]
noblame-photo bbox=[339, 1398, 757, 1688]
brief-1-headline: ಇಂದಿನಿಂದ ವಾರ್ಷಿಕೋತ್ಸವ ಸಪ್ತಾಹ bbox=[72, 233, 289, 256]
statue-caption: ಬೆಳಗಾವಿ: ಪ್ರವಾಸದಲ್ಲಿರುವ ವಿಧಾನ ಪರಿಷತ್ ಸದಸ್ಯ ಸಿ.ಟಿ.ರವಿ ಶನಿವಾರ ರಾಣಿ ಚೆನ್ನಮ್ಮ ಪುತ್ಥಳಿಗೆ ಮಾಲಾರ್ಪಣೆ ಮಾಡಿ ಗೌರವ ಸಲ್ಲಿಸಿದ ಸಂದರ್ಭ. bbox=[1141, 417, 1475, 446]
briefs-title: ಕಿರುಸುದ್ದಿ bbox=[116, 171, 180, 197]
max-temp: 36° bbox=[1004, 70, 1067, 109]
ravi-headline: ನಿಮ್ಮ ಜೊತೆಯಿದ್ದು ಕಷ್ಟ ಸುಖದಲ್ಲಿ ಭಾಗಿಯಾಗುವೆ: ರವಿ bbox=[1097, 503, 1432, 576]
hardwork-photo bbox=[652, 2191, 1058, 2334]
ravi-body: ● ಚನ್ನಮ್ಮನ ಕಿತ್ತೂರು: ನಿಮ್ಮ ಹಿಂದುತ್ವದ ಪರವಾಗಿ ಹೋರಾಟ ಮಾಡುವ ಶಕ್ತಿ, ಪ್ರೀತಿ ಕೊಟ್ಟಿದ್ದೀರಿ. ನಾವು ಹೊಸ ತಲೆಮಾರಿನವರು ಜೈಲಿಗಾಗಿ ಹೋಗಿದ್ದೇವೆ ಎಂದು ವಿಧಾನ ಪರಿಷತ್ ಸದಸ್ಯ ಸಿ.ಟಿ.ರವಿ ಹೇಳಿದರು. ಪಟ್ಟಣದ ರಾಣಿ ಚೆನ್ನಮ್ಮ ಮಹಾದ್ವಾರದ ಬಳಿ ಆಯೋಜಿಸಿದ್ದ ಕಾರ್ಯಕ್ರಮದಲ್ಲಿ ಅವರು ಮಾತನಾಡಿದರು. ಬಿಜೆಪಿ ಕಾರ್ಯಕರ್ತರು ಹಾಗೂ ಅಭಿಮಾನಿಗಳು ಅದ್ಧೂರಿಯಾಗಿ ಸ್ವಾಗತಿಸಿದರು. ನಾನು ಯಾವಾಗಲೂ ನಿಮ್ಮ ಜೊತೆಯಿದ್ದು ನಿಮ್ಮ ಕಷ್ಟ ಸುಖಗಳಲ್ಲಿ ಭಾಗಿಯಾಗುತ್ತೇನೆ. ಕಾಂಗ್ರೆಸ್ ಸರ್ಕಾರ ಜನವಿರೋಧಿ ನೀತಿಗಳನ್ನು ಅನುಸರಿಸುತ್ತಿದೆ. ರಾಜ್ಯದಲ್ಲಿ ಅಭಿವೃದ್ಧಿ ಕಾರ್ಯಗಳು ಸ್ಥಗಿತಗೊಂಡಿವೆ. ಮುಂದಿನ ದಿನಗಳಲ್ಲಿ ಜನರೇ ತಕ್ಕ ಪಾಠ ಕಲಿಸಲಿದ್ದಾರೆ. ಮಾಜಿ ಶಾಸಕ ಮಹಾಂತೇಶ ದೊಡ್ಡಗೌಡರ ಮಾತನಾಡಿ, ಹಿಂದುತ್ವದ ಹೋರಾಟದಲ್ಲಿ ರವಿ ಅವರು ಮುಂಚೂಣಿಯಲ್ಲಿದ್ದಾರೆ ಎಂದರು. ಈ ಸಂದರ್ಭದಲ್ಲಿ ಬಿಜೆಪಿ ಮುಖಂಡರು, ಪದಾಧಿಕಾರಿಗಳು ಉಪಸ್ಥಿತರಿದ್ದರು. bbox=[1097, 590, 1512, 709]
noblame-headline: ನಾನು ಯಾರ ಮೇಲೂ ಆರೋಪ ಹೊರಿಸಲ್ಲ: ಸಿಟಿ ರವಿ bbox=[339, 1306, 677, 1385]
lead-kicker: ವಿಶ್ವ ಮಹಿಳಾ ದಿನಾಚರಣೆ ಪ್ರಯುಕ್ತ ಮಹಿಳೆಯರಿಗೆ ಸನ್ಮಾನ bbox=[339, 505, 853, 537]
irrigation-photo bbox=[336, 1896, 636, 2091]
page-number: 09 bbox=[265, 91, 316, 127]
women-headline: ಎಲ್ಲ ಕ್ಷೇತ್ರಗಳಲ್ಲಿಯೂ ಮಹಿಳೆ ಮುಂಚೂಣಿ bbox=[774, 1305, 1239, 1346]
logo-emblem-icon bbox=[53, 45, 94, 86]
lead-photo bbox=[604, 723, 843, 1020]
registration-marks-center bbox=[710, 2357, 771, 2371]
deepa-headline: ದೀಪ ಅಳವಡಿಕೆಯಿಂದ ಪಟ್ಟಣಕ್ಕೆ ಮೆರುಗು: ಜಾರಕಿಹೊಳಿ bbox=[774, 1655, 1320, 1690]
min-temp: 22° bbox=[1084, 70, 1148, 109]
